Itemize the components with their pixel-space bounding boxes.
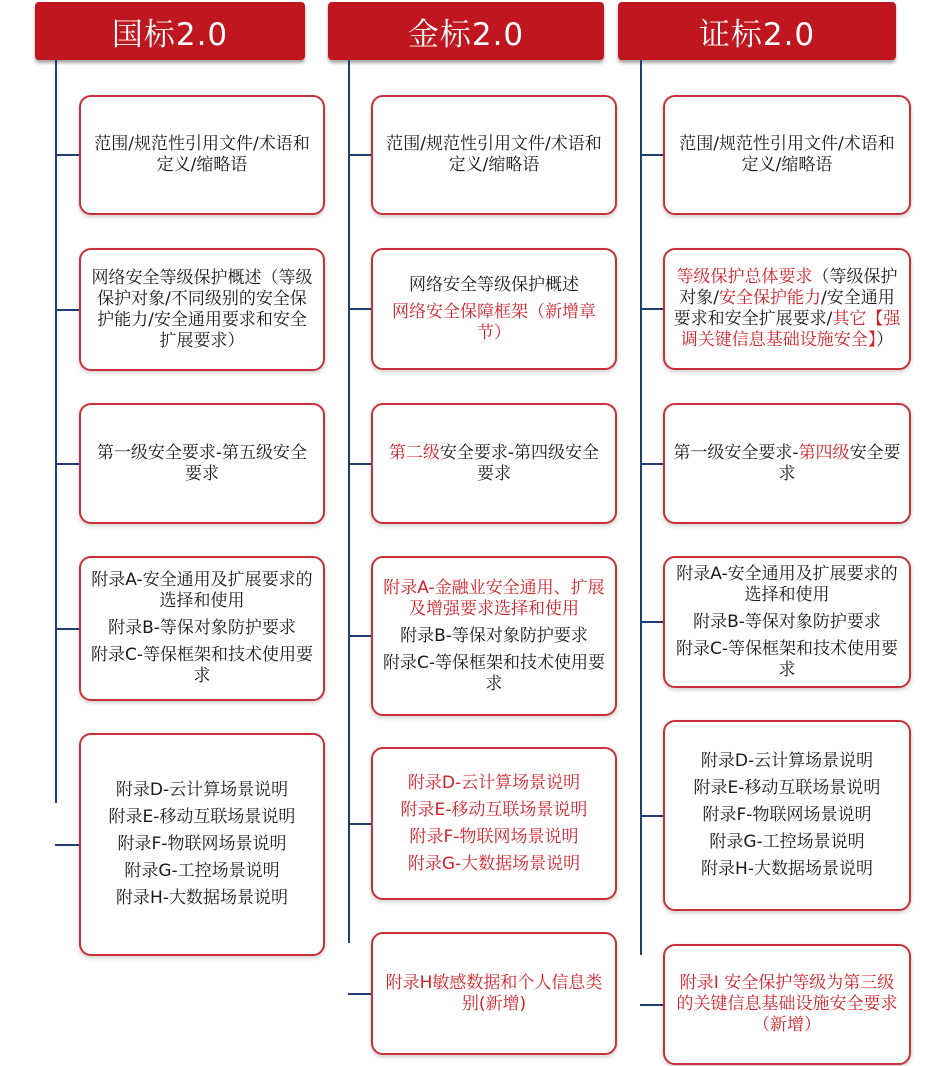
highlighted-text: 附录I 安全保护等级为第三级的关键信息基础设施安全要求（新增）: [676, 973, 898, 1035]
highlighted-text: 其它【强调关键信息基础设施安全】: [680, 309, 901, 350]
section-text: 范围/规范性引用文件/术语和定义/缩略语: [94, 134, 310, 175]
section-text: 附录F-物联网场景说明: [117, 834, 287, 854]
section-box: [371, 556, 617, 716]
section-text: 附录G-工控场景说明: [709, 832, 865, 852]
section-text: 附录A-安全通用及扩展要求的选择和使用: [91, 570, 313, 611]
section-line: [400, 626, 588, 647]
section-box: [663, 95, 911, 215]
section-text: 附录C-等保框架和技术使用要求: [90, 645, 313, 686]
section-line: [109, 807, 296, 828]
section-line: [673, 134, 901, 176]
section-text: 附录E-移动互联场景说明: [693, 778, 881, 798]
section-text: 范围/规范性引用文件/术语和定义/缩略语: [679, 134, 895, 175]
connector-branch: [348, 154, 371, 156]
section-text: 附录F-物联网场景说明: [702, 805, 872, 825]
connector-trunk: [55, 60, 57, 803]
section-text: 网络安全等级保护概述（等级保护对象/不同级别的安全保护能力/安全通用要求和安全扩展要求）: [91, 267, 313, 351]
section-text: 安全要求: [778, 442, 901, 484]
section-line: [124, 861, 279, 882]
section-line: [408, 854, 580, 875]
column-header-zhengbiao: 证标2.0: [618, 2, 896, 60]
section-line: [701, 859, 873, 880]
section-line: [693, 612, 881, 633]
column-header-jinbiao: 金标2.0: [328, 2, 604, 60]
section-text: 附录H-大数据场景说明: [116, 888, 288, 908]
connector-branch: [348, 823, 371, 825]
highlighted-text: 等级保护总体要求: [676, 267, 813, 287]
section-line: [694, 778, 881, 799]
section-box: [663, 720, 911, 911]
section-box: [663, 556, 911, 688]
section-box: [79, 556, 325, 701]
section-text: 附录D-云计算场景说明: [700, 751, 874, 771]
section-line: [381, 302, 607, 344]
section-text: 附录A-安全通用及扩展要求的选择和使用: [676, 563, 898, 605]
section-box: [79, 95, 325, 215]
highlighted-text: 附录G-大数据场景说明: [407, 853, 581, 874]
connector-branch: [55, 844, 79, 846]
section-line: [381, 443, 607, 485]
connector-branch: [640, 621, 663, 623]
section-line: [381, 973, 607, 1015]
connector-branch: [640, 154, 663, 156]
connector-branch: [640, 308, 663, 310]
highlighted-text: 附录E-移动互联场景说明: [400, 799, 588, 820]
section-text: 附录E-移动互联场景说明: [108, 807, 296, 827]
section-line: [381, 653, 607, 695]
section-box: [371, 403, 617, 524]
section-box: [79, 403, 325, 524]
highlighted-text: 附录H敏感数据和个人信息类别(新增): [385, 972, 603, 1014]
section-line: [89, 134, 315, 176]
section-text: 安全要求-第四级安全要求: [439, 442, 600, 484]
connector-branch: [55, 154, 79, 156]
section-text: 附录C-等保框架和技术使用要求: [675, 638, 898, 680]
connector-branch: [348, 993, 371, 995]
highlighted-text: 附录D-云计算场景说明: [407, 772, 581, 793]
section-line: [89, 268, 315, 352]
connector-branch: [348, 463, 371, 465]
section-line: [409, 275, 579, 296]
section-box: [371, 248, 617, 370]
connector-branch: [640, 815, 663, 817]
connector-trunk: [640, 60, 642, 955]
section-text: 范围/规范性引用文件/术语和定义/缩略语: [386, 134, 602, 175]
section-line: [673, 564, 901, 606]
section-line: [118, 834, 287, 855]
section-line: [89, 645, 315, 687]
section-line: [703, 805, 872, 826]
section-text: 附录B-等保对象防护要求: [108, 618, 296, 638]
section-line: [673, 267, 901, 351]
connector-branch: [348, 308, 371, 310]
section-line: [401, 800, 588, 821]
connector-branch: [55, 463, 79, 465]
section-line: [381, 134, 607, 176]
section-box: [663, 403, 911, 524]
section-line: [701, 751, 873, 772]
section-line: [89, 443, 315, 485]
connector-branch: [348, 635, 371, 637]
section-box: [79, 248, 325, 371]
section-line: [673, 973, 901, 1036]
section-line: [116, 888, 288, 909]
section-text: /安全通用要求和安全扩展要求/: [673, 288, 895, 329]
section-text: 附录C-等保框架和技术使用要求: [382, 652, 605, 694]
section-text: 附录B-等保对象防护要求: [400, 625, 588, 646]
highlighted-text: 安全保护能力: [719, 288, 821, 308]
section-box: [371, 747, 617, 900]
section-box: [371, 95, 617, 215]
connector-branch: [55, 628, 79, 630]
connector-branch: [640, 1004, 663, 1006]
highlighted-text: 第二级: [388, 442, 440, 463]
connector-branch: [640, 463, 663, 465]
highlighted-text: 附录F-物联网场景说明: [409, 826, 579, 847]
section-text: 附录H-大数据场景说明: [701, 859, 873, 879]
section-box: [663, 944, 911, 1065]
section-text: 附录G-工控场景说明: [124, 861, 280, 881]
highlighted-text: 第四级: [798, 442, 850, 463]
section-line: [673, 639, 901, 681]
section-line: [408, 773, 580, 794]
section-text: 网络安全等级保护概述: [409, 274, 579, 295]
highlighted-text: 网络安全保障框架（新增章节）: [392, 301, 596, 343]
section-text: ）: [876, 330, 894, 350]
section-text: 第一级安全要求-: [673, 442, 799, 463]
section-box: [663, 248, 911, 370]
highlighted-text: 附录A-金融业安全通用、扩展及增强要求选择和使用: [383, 577, 605, 619]
section-line: [108, 618, 296, 639]
connector-branch: [55, 309, 79, 311]
section-text: 附录B-等保对象防护要求: [693, 611, 881, 632]
column-header-guobiao: 国标2.0: [35, 2, 305, 60]
section-text: 附录D-云计算场景说明: [115, 780, 289, 800]
section-line: [381, 578, 607, 620]
section-line: [673, 443, 901, 485]
section-text: 第一级安全要求-第五级安全要求: [96, 442, 308, 484]
section-text: （等级保护对象/: [679, 267, 898, 308]
section-line: [89, 570, 315, 612]
connector-trunk: [348, 60, 350, 943]
section-line: [709, 832, 864, 853]
section-box: [371, 932, 617, 1055]
section-box: [79, 733, 325, 956]
section-line: [116, 780, 288, 801]
section-line: [410, 827, 579, 848]
